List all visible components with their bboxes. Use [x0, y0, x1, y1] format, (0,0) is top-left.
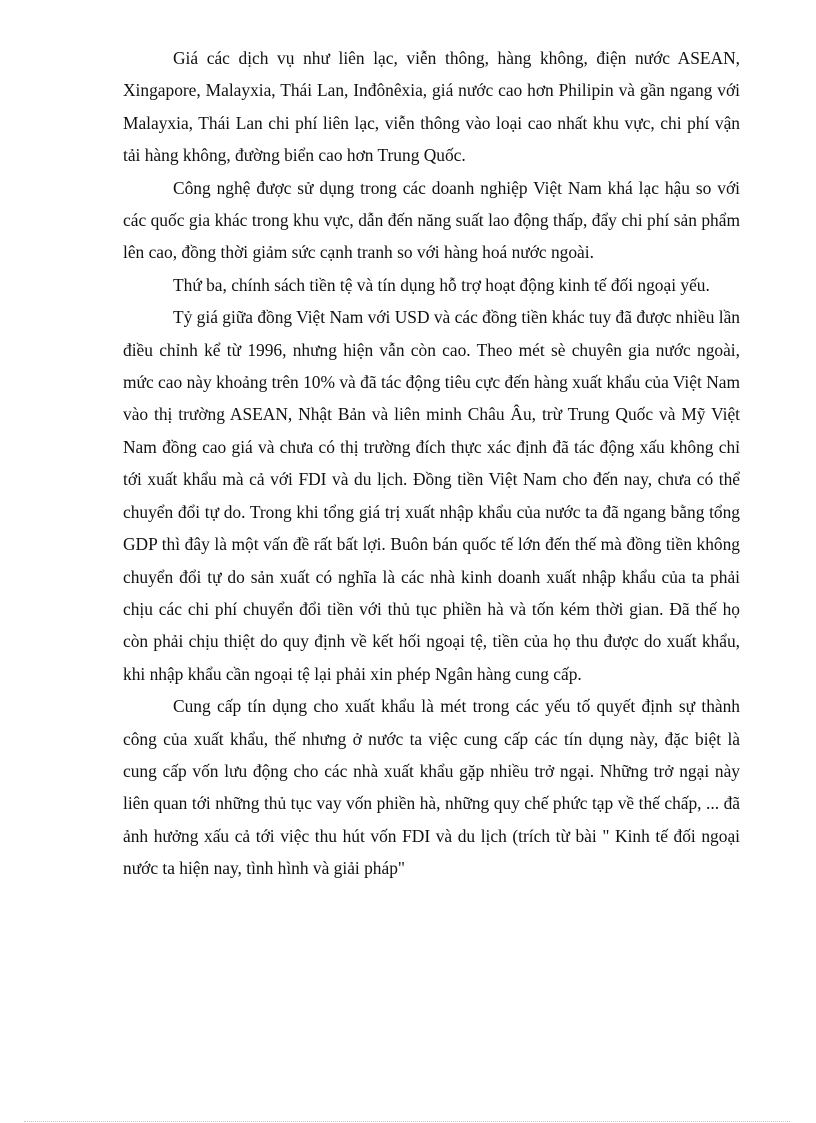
paragraph-export-credit: Cung cấp tín dụng cho xuất khẩu là mét trong các yếu tố quyết định sự thành công của xuất khẩu, thế nhưng ở nước ta việc cung cấp các tín dụng này, đặc biệt là cung cấp vốn lưu động cho các nhà xuất khẩu gặp nhiều trở ngại. Những trở ngại này liên quan tới những thủ tục vay vốn phiền hà, những quy chế phức tạp về thế chấp, ... đã ảnh hưởng xấu cả tới việc thu hút vốn FDI và du lịch (trích từ bài " Kinh tế đối ngoại nước ta hiện nay, tình hình và giải pháp"	[123, 696, 740, 879]
paragraph-monetary-policy: Thứ ba, chính sách tiền tệ và tín dụng hỗ trợ hoạt động kinh tế đối ngoại yếu.	[173, 274, 710, 295]
page-bottom-divider	[24, 1121, 790, 1122]
paragraph-service-costs: Giá các dịch vụ như liên lạc, viễn thông, hàng không, điện nước ASEAN, Xingapore, Malayxia, Thái Lan, Inđônêxia, giá nước cao hơn Philipin và gần ngang với Malayxia, Thái Lan chi phí liên lạc, viễn thông vào loại cao nhất khu vực, chi phí vận tải hàng không, đường biển cao hơn Trung Quốc.	[123, 48, 740, 166]
document-body	[123, 42, 740, 885]
paragraph-technology: Công nghệ được sử dụng trong các doanh nghiệp Việt Nam khá lạc hậu so với các quốc gia khác trong khu vực, dẫn đến năng suất lao động thấp, đẩy chi phí sản phẩm lên cao, đồng thời giảm sức cạnh tranh so với hàng hoá nước ngoài.	[123, 177, 740, 263]
paragraph-exchange-rate: Tỷ giá giữa đồng Việt Nam với USD và các đồng tiền khác tuy đã được nhiều lần điều chỉnh kể từ 1996, nhưng hiện vẫn còn cao. Theo mét sè chuyên gia nước ngoài, mức cao này khoảng trên 10% và đã tác động tiêu cực đến hàng xuất khẩu của Việt Nam vào thị trường ASEAN, Nhật Bản và liên minh Châu Âu, trừ Trung Quốc và Mỹ Việt Nam đồng cao giá và chưa có thị trường đích thực xác định đã tác động xấu không chỉ tới xuất khẩu mà cả với FDI và du lịch. Đồng tiền Việt Nam cho đến nay, chưa có thể chuyển đổi tự do. Trong khi tổng giá trị xuất nhập khẩu của nước ta đã ngang bằng tổng GDP thì đây là một vấn đề rất bất lợi. Buôn bán quốc tế lớn đến thế mà đồng tiền không chuyển đổi tự do sản xuất có nghĩa là các nhà kinh doanh xuất nhập khẩu của ta phải chịu các chi phí chuyển đổi tiền với thủ tục phiền hà và tốn kém thời gian. Đã thế họ còn phải chịu thiệt do quy định về kết hối ngoại tệ, tiền của họ thu được do xuất khẩu, khi nhập khẩu cần ngoại tệ lại phải xin phép Ngân hàng cung cấp.	[123, 307, 740, 684]
